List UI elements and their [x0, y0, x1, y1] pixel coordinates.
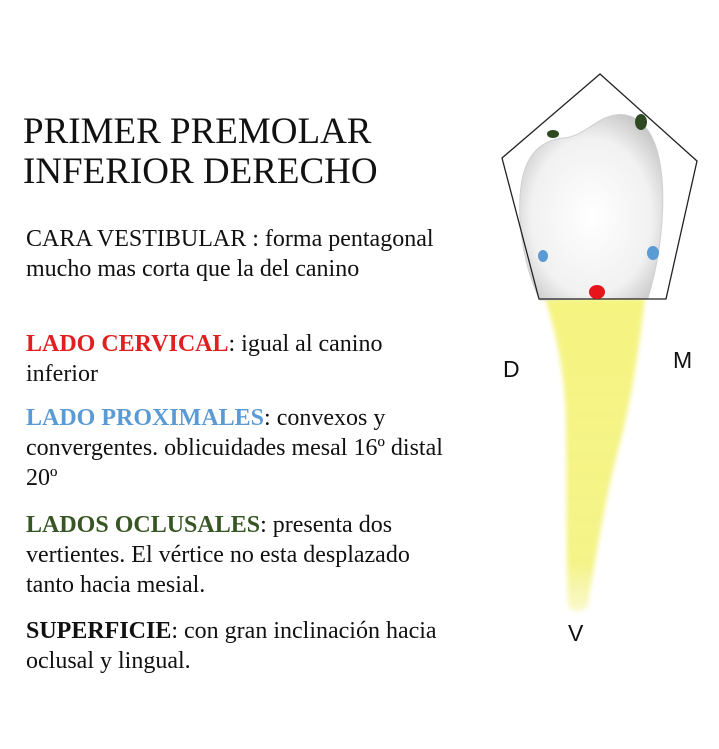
oclusales-paragraph: [26, 510, 456, 600]
mesial-label: M: [673, 347, 693, 373]
cervical-paragraph: [26, 329, 456, 389]
vestibular-paragraph: CARA VESTIBULAR : forma pentagonal mucho mas corta que la del canino: [26, 226, 434, 282]
cervical-keyword: LADO CERVICAL: [26, 331, 229, 357]
occlusal-point-mesial: [635, 114, 647, 130]
superficie-paragraph: [26, 616, 456, 676]
title-line-1: PRIMER PREMOLAR: [23, 111, 372, 152]
proximal-point-mesial: [647, 246, 659, 260]
occlusal-point-distal: [547, 130, 559, 138]
cervical-text: : igual al canino inferior: [26, 331, 383, 387]
proximales-text: : convexos y convergentes. oblicuidades mesal 16º distal 20º: [26, 405, 443, 491]
tooth-root: [545, 298, 645, 611]
oclusales-keyword: LADOS OCLUSALES: [26, 512, 261, 538]
vertex-label: V: [568, 620, 584, 646]
superficie-keyword: SUPERFICIE: [26, 618, 172, 644]
cervical-point: [589, 285, 605, 299]
proximales-paragraph: [26, 403, 456, 493]
title-line-2: INFERIOR DERECHO: [23, 151, 378, 192]
oclusales-text: : presenta dos vertientes. El vértice no esta desplazado tanto hacia mesial.: [26, 512, 410, 598]
page-title: [23, 112, 443, 192]
tooth-crown: [520, 115, 663, 300]
proximal-point-distal: [538, 250, 548, 262]
proximales-keyword: LADO PROXIMALES: [26, 405, 265, 431]
superficie-text: : con gran inclinación hacia oclusal y lingual.: [26, 618, 437, 674]
distal-label: D: [503, 356, 520, 382]
